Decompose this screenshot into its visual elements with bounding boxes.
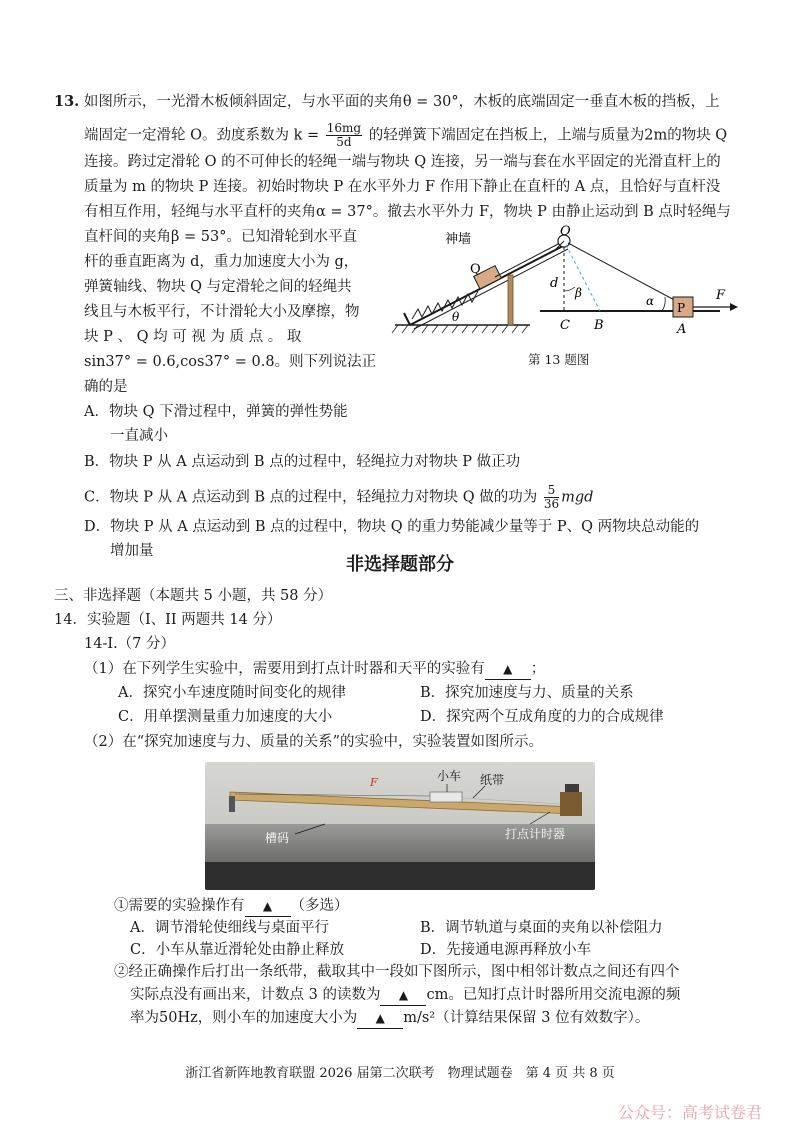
label-q: Q	[470, 262, 481, 277]
q13-line10: 块 P 、 Q 均 可 视 为 质 点 。 取	[84, 329, 302, 345]
q14-step2-line2: 实际点没有画出来，计数点 3 的读数为 ▲ cm。已知打点计时器所用交流电源的频	[130, 985, 680, 1006]
photo-label-weight: 槽码	[265, 831, 290, 845]
q14-p1-option-c: C．用单摆测量重力加速度的大小	[118, 709, 333, 725]
q14-s1-option-b: B．调节轨道与桌面的夹角以补偿阻力	[420, 920, 663, 936]
photo-label-cart: 小车	[437, 769, 462, 783]
support-post	[508, 275, 513, 325]
q14-step2-line1: ②经正确操作后打出一条纸带，截取其中一段如下图所示，图中相邻计数点之间还有四个	[114, 964, 680, 980]
label-theta: θ	[452, 310, 460, 324]
q14-step2-line3: 率为50Hz，则小车的加速度大小为 ▲ m/s²（计算结果保留 3 位有效数字）。	[130, 1008, 649, 1029]
page-footer: 浙江省新阵地教育联盟 2026 届第二次联考 物理试题卷 第 4 页 共 8 页	[185, 1066, 615, 1081]
q13-option-a-cont: 一直减小	[110, 428, 168, 444]
q13-option-b: B．物块 P 从 A 点运动到 B 点的过程中，轻绳拉力对物块 P 做正功	[84, 454, 521, 470]
q13-number: 13.	[54, 93, 80, 110]
answer-blank-3[interactable]: ▲	[380, 985, 426, 1006]
q14-p1-option-b: B．探究加速度与力、质量的关系	[420, 685, 634, 701]
label-o: O	[560, 225, 571, 239]
photo-label-timer: 打点计时器	[505, 827, 566, 841]
q13-line3: 连接。跨过定滑轮 O 的不可伸长的轻绳一端与物块 Q 连接，另一端与套在水平固定的光滑直杆上的	[84, 154, 721, 170]
q13-line6: 直杆间的夹角β = 53°。已知滑轮到水平直	[84, 229, 357, 245]
q13-option-a: A．物块 Q 下滑过程中，弹簧的弹性势能	[84, 404, 348, 420]
section-title: 非选择题部分	[346, 554, 454, 575]
q14-step1: ①需要的实验操作有 ▲ （多选）	[114, 896, 349, 917]
answer-blank-1[interactable]: ▲	[485, 659, 531, 680]
q14-p1-option-d: D．探究两个互成角度的力的合成规律	[420, 709, 664, 725]
hanging-weight	[229, 796, 235, 812]
label-d: d	[550, 276, 559, 291]
label-beta: β	[575, 286, 582, 300]
label-f: F	[716, 288, 726, 303]
q13-figure	[390, 225, 760, 350]
label-b: B	[594, 318, 604, 333]
photo-label-tape: 纸带	[480, 773, 505, 787]
spring-constant-fraction: $\frac{16mg}{5d}$	[326, 121, 362, 149]
label-alpha: α	[646, 294, 655, 308]
q13-line5: 有相互作用，轻绳与水平直杆的夹角α = 37°。撤去水平外力 F，物块 P 由静止运动到 B 点时轻绳与	[84, 204, 731, 220]
apparatus-photo	[205, 762, 595, 890]
q14-sub1: 14-I.（7 分）	[84, 636, 176, 652]
label-c: C	[560, 318, 570, 333]
q14-s1-option-a: A．调节滑轮使细线与桌面平行	[130, 920, 329, 936]
q13-line11: sin37° = 0.6,cos37° = 0.8。则下列说法正	[84, 354, 377, 370]
q13-line4: 质量为 m 的物块 P 连接。初始时物块 P 在水平外力 F 作用下静止在直杆的 A 点，且恰好与直杆没	[84, 179, 721, 195]
q13-line2: 端固定一定滑轮 O。劲度系数为 k = $\frac{16mg}{5d}$ 的轻弹簧下端固定在挡板上，上端与质量为2m的物块 Q	[84, 121, 728, 149]
part3-heading: 三、非选择题（本题共 5 小题，共 58 分）	[54, 588, 333, 604]
q13-line9: 线且与木板平行，不计滑轮大小及摩擦，物	[84, 304, 360, 320]
timer	[560, 792, 582, 816]
q14-s1-option-d: D．先接通电源再释放小车	[420, 942, 592, 958]
answer-blank-4[interactable]: ▲	[357, 1008, 403, 1029]
answer-blank-2[interactable]: ▲	[245, 896, 291, 917]
q13-option-c: C．物块 P 从 A 点运动到 B 点的过程中，轻绳拉力对物块 Q 做的功为 $\frac{5}{36}$ mgd	[84, 483, 594, 511]
watermark: 公众号：高考试卷君	[618, 1103, 763, 1122]
q14-part2: （2）在“探究加速度与力、质量的关系”的实验中，实验装置如图所示。	[84, 734, 544, 750]
q14-p1-option-a: A．探究小车速度随时间变化的规律	[118, 685, 346, 701]
label-p: P	[677, 301, 686, 315]
label-wall: 神墙	[445, 232, 472, 247]
q13-line8: 弹簧轴线、物块 Q 与定滑轮之间的轻绳共	[84, 279, 352, 295]
q14-s1-option-c: C．小车从靠近滑轮处由静止释放	[130, 942, 345, 958]
q14-part1: （1）在下列学生实验中，需要用到打点计时器和天平的实验有 ▲ ；	[84, 659, 545, 680]
label-a: A	[677, 322, 687, 337]
q13-option-d-cont: 增加量	[110, 543, 154, 559]
q13-figure-caption: 第 13 题图	[528, 352, 590, 367]
q13-option-d: D．物块 P 从 A 点运动到 B 点的过程中，物块 Q 的重力势能减少量等于 P、Q 两物块总动能的	[84, 519, 700, 535]
spring	[412, 291, 478, 319]
q13-line1: 13. 如图所示，一光滑木板倾斜固定，与水平面的夹角θ = 30°，木板的底端固定一垂直木板的挡板，上	[54, 93, 720, 110]
q14-heading: 14．实验题（I、II 两题共 14 分）	[54, 612, 282, 628]
photo-label-f: F	[370, 776, 378, 789]
q13-line7: 杆的垂直距离为 d，重力加速度大小为 g，	[84, 254, 359, 270]
cart	[430, 792, 462, 802]
q13-line12: 确的是	[84, 379, 128, 395]
option-c-fraction: $\frac{5}{36}$	[543, 483, 560, 511]
